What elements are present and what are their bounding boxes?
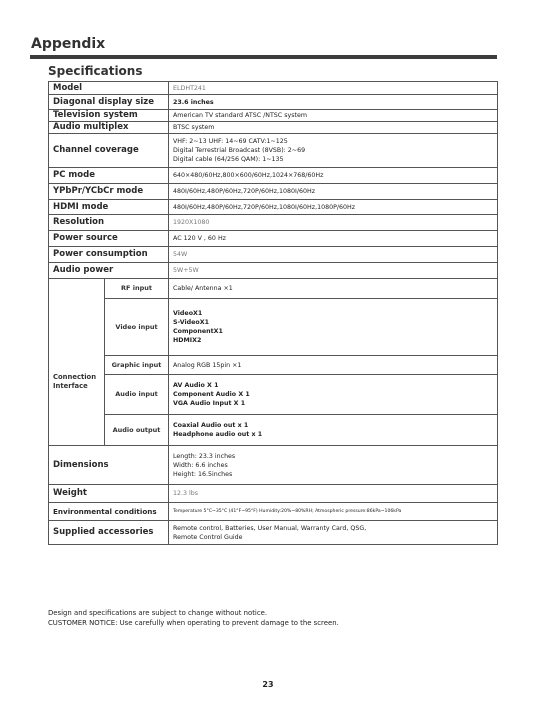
spec-value: American TV standard ATSC /NTSC system	[169, 110, 498, 122]
spec-value	[169, 375, 498, 415]
table-row	[49, 231, 498, 247]
spec-label: HDMI mode	[49, 200, 169, 215]
value-line: Height: 16.5inches	[173, 470, 233, 478]
spec-label: YPbPr/YCbCr mode	[49, 184, 169, 200]
appendix-title: Appendix	[31, 36, 106, 52]
spec-label: Resolution	[49, 215, 169, 231]
note-line: Design and specifications are subject to change without notice.	[48, 609, 268, 617]
spec-label: Supplied accessories	[49, 521, 169, 545]
spec-label: Audio power	[49, 263, 169, 279]
spec-value	[169, 521, 498, 545]
table-row	[49, 521, 498, 545]
table-row	[49, 95, 498, 110]
spec-sublabel: Audio output	[105, 415, 169, 446]
spec-value: BTSC system	[169, 122, 498, 134]
value-line: Remote control, Batteries, User Manual, Warranty Card, QSG,	[173, 524, 367, 532]
value-line: Width: 6.6 inches	[173, 461, 228, 469]
table-row	[49, 168, 498, 184]
spec-value: Analog RGB 15pin ×1	[169, 356, 498, 375]
table-row	[49, 485, 498, 503]
table-row	[49, 134, 498, 168]
spec-value: 23.6 inches	[169, 95, 498, 110]
table-row	[49, 356, 498, 375]
value-line: Digital cable (64/256 QAM): 1~135	[173, 156, 284, 163]
value-line: VHF: 2~13 UHF: 14~69 CATV:1~125	[173, 138, 288, 145]
title-rule	[30, 55, 497, 59]
value-line: Headphone audio out x 1	[173, 431, 263, 438]
note-line: CUSTOMER NOTICE: Use carefully when operating to prevent damage to the screen.	[48, 618, 339, 627]
spec-value: Temperature 5°C~35°C (41°F~95°F) Humidity:20%~80%RH; Atmospheric pressure:86kPa~106kPa	[169, 503, 498, 521]
table-row	[49, 503, 498, 521]
table-row	[49, 415, 498, 446]
spec-label: Power consumption	[49, 247, 169, 263]
spec-label: Environmental conditions	[49, 503, 169, 521]
table-row	[49, 82, 498, 95]
spec-value	[169, 299, 498, 356]
notes	[48, 609, 339, 628]
spec-value: 1920X1080	[169, 215, 498, 231]
value-line: S-VideoX1	[173, 319, 209, 326]
spec-sublabel: Audio input	[105, 375, 169, 415]
spec-value: 480I/60Hz,480P/60Hz,720P/60Hz,1080I/60Hz,1080P/60Hz	[169, 200, 498, 215]
spec-value: 640×480/60Hz,800×600/60Hz,1024×768/60Hz	[169, 168, 498, 184]
spec-label: PC mode	[49, 168, 169, 184]
table-row	[49, 247, 498, 263]
spec-sublabel: Video input	[105, 299, 169, 356]
specifications-table	[48, 81, 498, 545]
spec-value	[169, 446, 498, 485]
spec-value: 480I/60Hz,480P/60Hz,720P/60Hz,1080I/60Hz	[169, 184, 498, 200]
spec-value	[169, 415, 498, 446]
value-line: Remote Control Guide	[173, 533, 243, 541]
spec-label: Weight	[49, 485, 169, 503]
table-row	[49, 375, 498, 415]
table-row	[49, 200, 498, 215]
spec-value: 5W+5W	[169, 263, 498, 279]
spec-sublabel: RF input	[105, 279, 169, 299]
spec-value	[169, 134, 498, 168]
page-number: 23	[262, 680, 274, 689]
spec-label: Connection Interface	[49, 279, 105, 446]
value-line: VGA Audio Input X 1	[173, 400, 246, 407]
value-line: HDMIX2	[173, 337, 202, 344]
spec-label: Diagonal display size	[49, 95, 169, 110]
value-line: Digital Terrestrial Broadcast (8VSB): 2~69	[173, 147, 306, 154]
value-line: Length: 23.3 inches	[173, 452, 236, 460]
value-line: Component Audio X 1	[173, 391, 250, 398]
spec-label: Power source	[49, 231, 169, 247]
table-row	[49, 299, 498, 356]
table-row	[49, 110, 498, 122]
spec-label: Model	[49, 82, 169, 95]
spec-value: ELDHT241	[169, 82, 498, 95]
spec-label: Dimensions	[49, 446, 169, 485]
table-row	[49, 263, 498, 279]
value-line: ComponentX1	[173, 328, 223, 335]
table-row	[49, 279, 498, 299]
spec-value: Cable/ Antenna ×1	[169, 279, 498, 299]
spec-label: Television system	[49, 110, 169, 122]
spec-label: Audio multiplex	[49, 122, 169, 134]
table-row	[49, 215, 498, 231]
table-row	[49, 184, 498, 200]
spec-value: 12.3 lbs	[169, 485, 498, 503]
spec-value: AC 120 V , 60 Hz	[169, 231, 498, 247]
value-line: AV Audio X 1	[173, 382, 219, 389]
spec-sublabel: Graphic input	[105, 356, 169, 375]
value-line: VideoX1	[173, 310, 203, 317]
value-line: Coaxial Audio out x 1	[173, 422, 249, 429]
table-row	[49, 446, 498, 485]
spec-value: 54W	[169, 247, 498, 263]
specifications-heading: Specifications	[48, 64, 143, 78]
spec-label: Channel coverage	[49, 134, 169, 168]
table-row	[49, 122, 498, 134]
